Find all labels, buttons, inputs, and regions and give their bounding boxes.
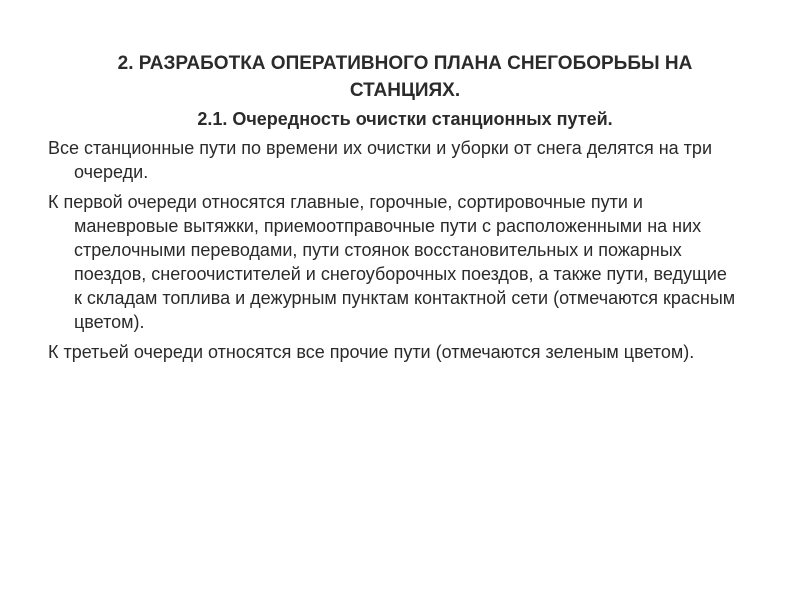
paragraph-first-queue: К первой очереди относятся главные, горочные, сортировочные пути и маневровые вытяжки, приемоотправочные пути с расположенными на них стрелочными переводами, пути стоянок восстановительных и пожарных поездов, снегоочистителей и снегоуборочных поездов, а также пути, ведущие к складам топлива и дежурным пунктам контактной сети (отмечаются красным цветом). xyxy=(48,192,736,332)
slide-title: 2. РАЗРАБОТКА ОПЕРАТИВНОГО ПЛАНА СНЕГОБОРЬБЫ НА СТАНЦИЯХ. xyxy=(117,53,693,101)
paragraph-third-queue: К третьей очереди относятся все прочие пути (отмечаются зеленым цветом). xyxy=(48,342,695,362)
paragraph-queues-intro: Все станционные пути по времени их очистки и уборки от снега делятся на три очереди. xyxy=(48,138,712,182)
slide-body xyxy=(48,136,738,370)
slide-subtitle: 2.1. Очередность очистки станционных путей. xyxy=(197,109,613,129)
